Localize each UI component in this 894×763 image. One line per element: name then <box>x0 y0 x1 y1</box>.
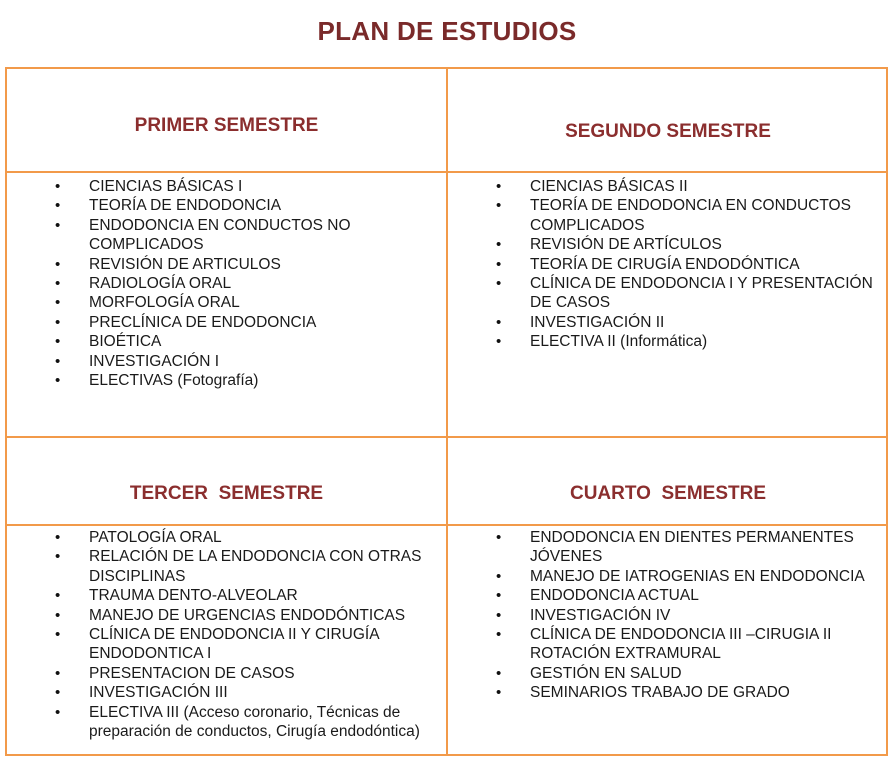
row-divider-header-1 <box>7 171 886 173</box>
course-item: • ENDODONCIA ACTUAL <box>496 586 884 605</box>
course-item: • ELECTIVA II (Informática) <box>496 332 881 351</box>
course-item: • ELECTIVA III (Acceso coronario, Técnicas de preparación de conductos, Cirugía endodóntica) <box>55 703 440 742</box>
course-item: • CIENCIAS BÁSICAS II <box>496 177 881 196</box>
study-plan-table <box>5 67 888 756</box>
semester-heading-third: TERCER SEMESTRE <box>129 483 324 504</box>
course-item: • REVISIÓN DE ARTICULOS <box>55 255 435 274</box>
semester-heading-second: SEGUNDO SEMESTRE <box>565 121 771 142</box>
course-item: • CLÍNICA DE ENDODONCIA III –CIRUGIA II ROTACIÓN EXTRAMURAL <box>496 625 884 664</box>
course-item: • ENDODONCIA EN DIENTES PERMANENTES JÓVENES <box>496 528 884 567</box>
course-item: • INVESTIGACIÓN III <box>55 683 440 702</box>
semester-list-third <box>55 528 440 741</box>
course-item: • TEORÍA DE ENDODONCIA <box>55 196 435 215</box>
course-item: • CIENCIAS BÁSICAS I <box>55 177 435 196</box>
page-title: PLAN DE ESTUDIOS <box>317 16 577 46</box>
course-item: • ENDODONCIA EN CONDUCTOS NO COMPLICADOS <box>55 216 435 255</box>
course-item: • MANEJO DE IATROGENIAS EN ENDODONCIA <box>496 567 884 586</box>
course-item: • TEORÍA DE CIRUGÍA ENDODÓNTICA <box>496 255 881 274</box>
course-item: • TRAUMA DENTO-ALVEOLAR <box>55 586 440 605</box>
course-item: • CLÍNICA DE ENDODONCIA II Y CIRUGÍA ENDODONTICA I <box>55 625 440 664</box>
course-item: • MANEJO DE URGENCIAS ENDODÓNTICAS <box>55 606 440 625</box>
course-item: • BIOÉTICA <box>55 332 435 351</box>
course-item: • INVESTIGACIÓN I <box>55 352 435 371</box>
course-item: • REVISIÓN DE ARTÍCULOS <box>496 235 881 254</box>
course-item: • RELACIÓN DE LA ENDODONCIA CON OTRAS DISCIPLINAS <box>55 547 440 586</box>
semester-heading-fourth: CUARTO SEMESTRE <box>569 483 766 504</box>
semester-heading-first: PRIMER SEMESTRE <box>134 115 319 136</box>
semester-list-first <box>55 177 435 390</box>
course-item: • PRESENTACION DE CASOS <box>55 664 440 683</box>
course-item: • RADIOLOGÍA ORAL <box>55 274 435 293</box>
course-item: • SEMINARIOS TRABAJO DE GRADO <box>496 683 884 702</box>
course-item: • MORFOLOGÍA ORAL <box>55 293 435 312</box>
course-item: • TEORÍA DE ENDODONCIA EN CONDUCTOS COMPLICADOS <box>496 196 881 235</box>
course-item: • PRECLÍNICA DE ENDODONCIA <box>55 313 435 332</box>
semester-list-second <box>496 177 881 352</box>
semester-list-fourth <box>496 528 884 703</box>
course-item: • INVESTIGACIÓN II <box>496 313 881 332</box>
row-divider-header-2 <box>7 524 886 526</box>
course-item: • ELECTIVAS (Fotografía) <box>55 371 435 390</box>
course-item: • CLÍNICA DE ENDODONCIA I Y PRESENTACIÓN DE CASOS <box>496 274 881 313</box>
course-item: • GESTIÓN EN SALUD <box>496 664 884 683</box>
row-divider-middle <box>7 436 886 438</box>
course-item: • INVESTIGACIÓN IV <box>496 606 884 625</box>
course-item: • PATOLOGÍA ORAL <box>55 528 440 547</box>
